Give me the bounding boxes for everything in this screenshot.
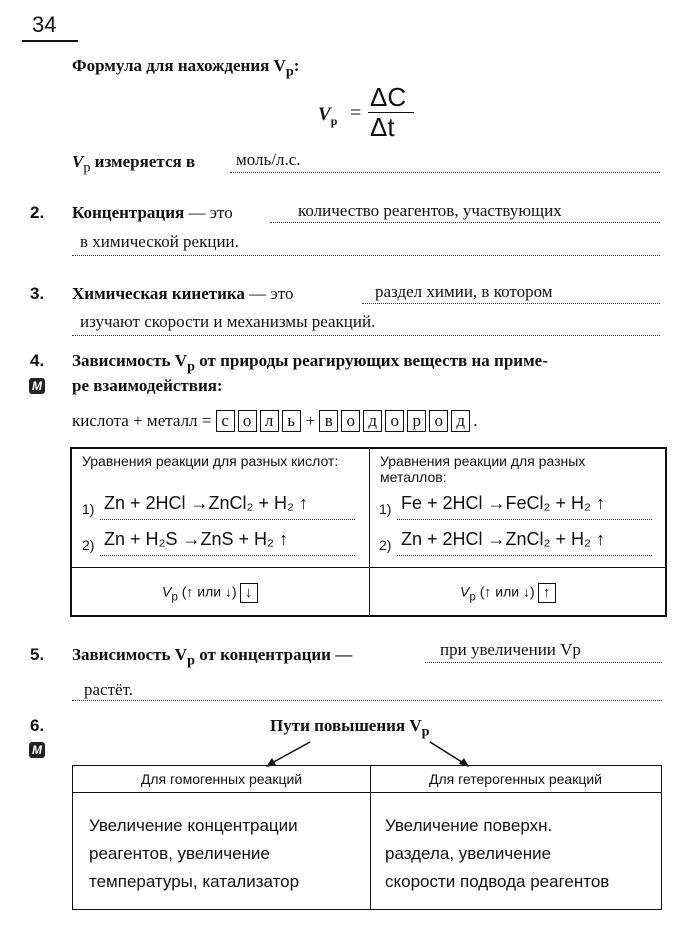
workbook-page: 34 Формула для нахождения $V_р$: $V_р$ = ΔC Δt $V_р$ измеряется в моль/л.с. 2. Концентрация — это количество реагентов, участвующих в химической рекции. 3. Химическая кинетика — это раздел химии, в котором изучают скорости и механизмы реакций. 4. M Зависимость $V_р$ от природы реагирующих веществ на приме- ре взаимодействия: кислота + металл = с о л ь + в о д о р о д . Уравнения реакции для разных кислот: Уравнения реакции для разных металлов: $V_р$ (↑ или ↓) ↓ $V_р$ (↑ или ↓) ↑ 1) Zn + 2HCl →ZnCl₂ + H₂ ↑ 2) Zn + H₂S →ZnS + H₂ ↑ 1) Fe + 2HCl →FeCl₂ + H₂ ↑ 2) Zn + 2HCl →ZnCl₂ + H₂ ↑ 5. Зависимость $V_р$ от концентрации — при увеличении Vp растёт. 6. M Пути повышения $V_р$ Для гомогенных реакций Для гетерогенных реакций Увеличение концентрации реагентов, увеличение температуры, катализатор Увеличение поверхн. раздела, увеличение скорости подвода реагентов — [0, 0, 700, 930]
letter-box: о — [429, 410, 448, 432]
reaction-equation: Fe + 2HCl →FeCl₂ + H₂ ↑ — [401, 493, 606, 513]
q5-number: 5. — [30, 645, 45, 664]
m-icon: M — [29, 378, 45, 394]
q3-prompt: Химическая кинетика — это — [72, 284, 294, 303]
answer-line: реагентов, увеличение — [89, 844, 270, 863]
heterogeneous-answer — [385, 812, 609, 896]
left-rate-answer: ↓ — [240, 583, 258, 603]
q3-answer-2: изучают скорости и механизмы реакций. — [80, 312, 376, 331]
homogeneous-header: Для гомогенных реакций — [140, 771, 303, 787]
right-header: Уравнения реакции для разных металлов: — [380, 453, 586, 485]
numerator: ΔC — [370, 82, 407, 112]
item-number: 1) — [379, 501, 392, 517]
answer-dotted-line — [397, 555, 652, 556]
q2-answer-2: в химической рекции. — [80, 232, 239, 251]
unit-line: $V_р$ измеряется в — [72, 152, 196, 176]
item-number: 1) — [82, 501, 95, 517]
right-rate-answer: ↑ — [538, 583, 556, 603]
ways-table — [72, 765, 662, 910]
letter-box: д — [451, 410, 470, 432]
reaction-table — [70, 447, 667, 617]
q5-prompt: Зависимость $V_р$ от концентрации — — [72, 645, 353, 669]
reaction-equation: Zn + H₂S →ZnS + H₂ ↑ — [104, 529, 289, 549]
q5-answer-2: растёт. — [84, 680, 133, 699]
answer-line: Увеличение поверхн. — [385, 816, 553, 835]
q4-prompt-2: ре взаимодействия: — [72, 376, 223, 395]
q2-answer-1: количество реагентов, участвующих — [298, 201, 562, 220]
answer-dotted-line — [397, 519, 652, 520]
unit-answer: моль/л.с. — [236, 150, 301, 169]
q4-prompt-1: Зависимость $V_р$ от природы реагирующих веществ на приме- — [72, 351, 548, 375]
m-icon: M — [29, 742, 45, 758]
q3-answer-1: раздел химии, в котором — [375, 282, 553, 301]
letter-box: о — [385, 410, 404, 432]
q2-prompt: Концентрация — это — [72, 203, 233, 222]
homogeneous-answer — [89, 812, 299, 896]
letter-box: с — [216, 410, 235, 432]
left-header: Уравнения реакции для разных кислот: — [82, 453, 339, 469]
answer-line: температуры, катализатор — [89, 872, 300, 891]
reaction-equation: Zn + 2HCl →ZnCl₂ + H₂ ↑ — [104, 493, 309, 513]
answer-dotted-line — [100, 519, 355, 520]
q2-number: 2. — [30, 203, 45, 222]
q4-number: 4. — [30, 351, 45, 370]
left-rate: $V_р$ (↑ или ↓) ↓ — [162, 583, 258, 604]
letter-box: л — [260, 410, 279, 432]
answer-line: Увеличение концентрации — [89, 816, 298, 835]
letter-box: в — [319, 410, 338, 432]
formula-title: Формула для нахождения $V_р$: — [72, 56, 300, 80]
answer-line: раздела, увеличение — [385, 844, 552, 863]
answer-line: скорости подвода реагентов — [385, 872, 610, 891]
q5-answer-1: при увеличении Vp — [440, 640, 581, 659]
right-rate: $V_р$ (↑ или ↓) ↑ — [460, 583, 556, 604]
acid-metal-equation: кислота + металл = с о л ь + в о д о р о д . — [72, 411, 478, 430]
q6-title: Пути повышения $V_р$ — [270, 716, 430, 740]
letter-box: ь — [282, 410, 301, 432]
letter-box: о — [341, 410, 360, 432]
q6-number: 6. — [30, 716, 45, 735]
answer-dotted-line — [100, 555, 355, 556]
page-number-underline — [22, 40, 78, 42]
page-number: 34 — [32, 12, 57, 37]
q3-number: 3. — [30, 284, 45, 303]
letter-box: о — [238, 410, 257, 432]
denominator: Δt — [370, 112, 395, 142]
item-number: 2) — [82, 537, 95, 553]
letter-box: р — [407, 410, 426, 432]
heterogeneous-header: Для гетерогенных реакций — [429, 771, 602, 787]
reaction-equation: Zn + 2HCl →ZnCl₂ + H₂ ↑ — [401, 529, 606, 549]
letter-box: д — [363, 410, 382, 432]
item-number: 2) — [379, 537, 392, 553]
